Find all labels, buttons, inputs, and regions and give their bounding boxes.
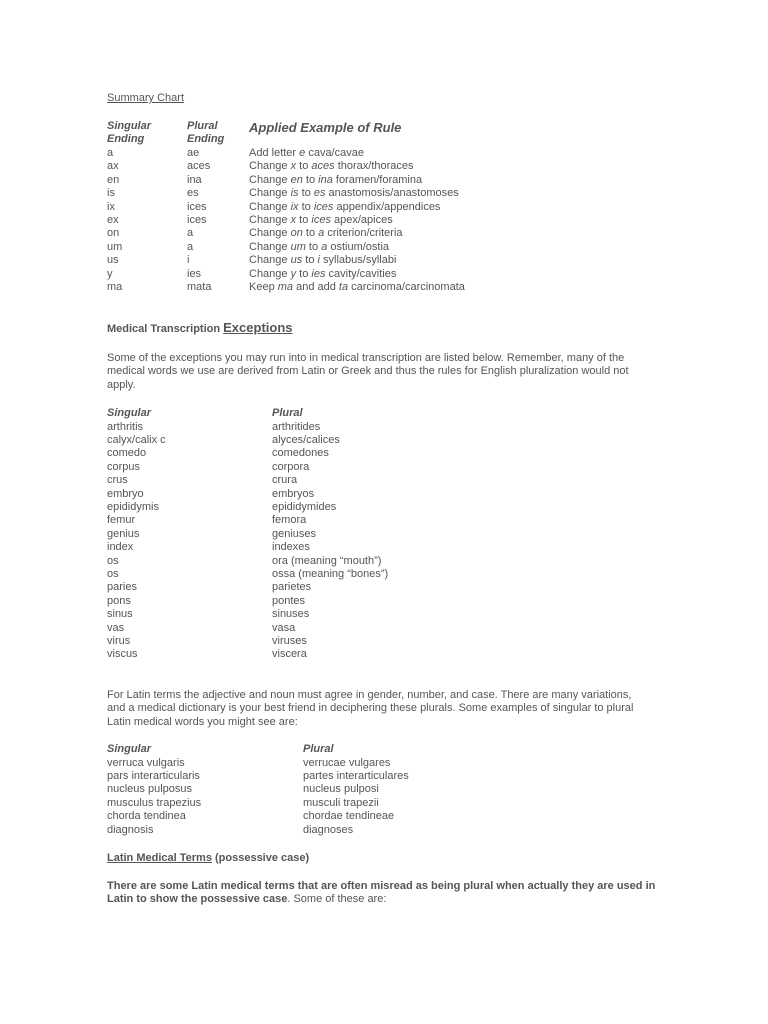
rule-text: Change: [249, 227, 291, 240]
summary-plural-ending: aces: [187, 160, 211, 173]
exception-plural: ossa (meaning “bones”): [272, 567, 389, 580]
possessive-heading-rest: (possessive case): [211, 852, 310, 864]
summary-plural-ending: a: [187, 227, 194, 240]
latin-singular: verruca vulgaris: [107, 756, 185, 769]
exception-singular: paries: [107, 581, 137, 594]
exception-singular: embryo: [107, 487, 144, 500]
exception-singular: viscus: [107, 648, 138, 661]
latin-singular: musculus trapezius: [107, 796, 202, 809]
latin-plural: diagnoses: [303, 823, 354, 836]
rule-text: to: [298, 200, 314, 213]
exception-singular: arthritis: [107, 420, 144, 433]
summary-plural-ending: ies: [187, 267, 202, 280]
exception-plural: vasa: [272, 621, 296, 634]
rule-to: a: [321, 240, 328, 253]
summary-plural-ending: i: [187, 254, 190, 267]
exception-plural: viscera: [272, 648, 307, 661]
latin-plural: partes interarticulares: [303, 769, 409, 782]
rule-from: en: [290, 173, 303, 186]
exception-singular: sinus: [107, 608, 133, 621]
latin-plural: verrucae vulgares: [303, 756, 391, 769]
summary-singular-ending: is: [107, 187, 115, 200]
summary-singular-ending: ix: [107, 200, 115, 213]
summary-singular-ending: us: [107, 254, 119, 267]
summary-singular-ending: en: [107, 173, 120, 186]
exception-singular: pons: [107, 594, 131, 607]
exception-singular: os: [107, 554, 119, 567]
exception-plural: sinuses: [272, 608, 310, 621]
latin-plural: musculi trapezii: [303, 796, 379, 809]
summary-plural-ending: ina: [187, 173, 202, 186]
summary-plural-ending: es: [187, 187, 199, 200]
summary-singular-ending: ex: [107, 214, 119, 226]
possessive-paragraph: [107, 880, 662, 907]
latin-singular: chorda tendinea: [107, 810, 186, 823]
rule-example: thorax/thoraces: [334, 160, 414, 173]
summary-applied-example: [249, 241, 389, 254]
exceptions-heading-prefix: Medical Transcription: [107, 323, 224, 335]
exception-plural: pontes: [272, 594, 306, 607]
rule-from: e: [299, 147, 306, 159]
summary-singular-ending: ax: [107, 160, 119, 173]
exceptions-heading: [107, 320, 293, 335]
exceptions-col-singular: Singular: [107, 407, 152, 419]
summary-applied-example: [249, 187, 459, 200]
possessive-bold-text: There are some Latin medical terms that are often misread as being plural when actually they are used in Latin to show the possessive case: [107, 880, 656, 906]
rule-from: x: [290, 214, 297, 226]
rule-text: Change: [249, 267, 291, 280]
col-applied-example: Applied Example of Rule: [249, 120, 402, 135]
summary-plural-ending: ices: [187, 200, 207, 213]
rule-example: cavity/cavities: [325, 267, 397, 280]
exception-singular: virus: [107, 634, 131, 647]
summary-singular-ending: um: [107, 240, 123, 253]
exception-plural: indexes: [272, 541, 310, 554]
rule-from: on: [290, 227, 303, 240]
latin-plural: nucleus pulposi: [303, 783, 379, 796]
latin-plural: chordae tendineae: [303, 810, 395, 823]
rule-to: aces: [311, 160, 335, 173]
rule-example: anastomosis/anastomoses: [325, 187, 459, 200]
summary-applied-example: [249, 214, 393, 227]
rule-to: ices: [313, 200, 334, 213]
summary-singular-ending: a: [107, 147, 114, 159]
rule-from: um: [290, 240, 306, 253]
exception-plural: alyces/calices: [272, 433, 340, 446]
exceptions-col-plural: Plural: [272, 407, 303, 419]
latin-singular: pars interarticularis: [107, 769, 200, 782]
col-singular-ending-line1: Singular: [107, 120, 152, 132]
exception-plural: comedones: [272, 447, 329, 460]
summary-applied-example: [249, 147, 364, 160]
exception-singular: corpus: [107, 460, 141, 473]
exception-plural: femora: [272, 514, 307, 527]
exception-singular: crus: [107, 474, 128, 487]
rule-text: Change: [249, 160, 291, 173]
exception-singular: genius: [107, 527, 140, 540]
summary-singular-ending: on: [107, 227, 120, 240]
rule-to: ina: [318, 173, 333, 186]
rule-from: is: [290, 187, 299, 200]
rule-to: i: [317, 254, 320, 267]
rule-to: ices: [311, 214, 331, 226]
rule-example: ostium/ostia: [327, 240, 390, 253]
rule-to: es: [313, 187, 326, 200]
exception-singular: vas: [107, 621, 125, 634]
exception-plural: crura: [272, 474, 298, 487]
rule-text: to: [302, 173, 319, 186]
exception-singular: os: [107, 567, 119, 580]
exception-singular: femur: [107, 514, 136, 527]
exception-plural: embryos: [272, 487, 315, 500]
rule-text: Add letter: [249, 147, 300, 159]
rule-from: y: [290, 267, 297, 280]
rule-text: Change: [249, 187, 291, 200]
summary-applied-example: [249, 254, 396, 267]
rule-text: Change: [249, 240, 291, 253]
exception-singular: epididymis: [107, 500, 159, 513]
rule-text: Keep: [249, 281, 278, 293]
summary-applied-example: [249, 174, 422, 187]
rule-from: us: [290, 254, 303, 267]
possessive-heading: [107, 852, 309, 864]
exception-singular: index: [107, 541, 134, 554]
exception-singular: calyx/calix c: [107, 433, 166, 446]
rule-example: appendix/appendices: [333, 200, 441, 213]
exception-plural: arthritides: [272, 420, 321, 433]
rule-example: carcinoma/carcinomata: [348, 281, 465, 293]
rule-text: and add: [293, 281, 339, 293]
rule-text: to: [296, 267, 312, 280]
latin-col-singular: Singular: [107, 743, 152, 755]
exceptions-intro: Some of the exceptions you may run into in medical transcription are listed below. Remember, many of the medical words we use are derived from Latin or Greek and thus the rules for English pluralization would not apply.: [107, 352, 629, 391]
rule-text: Change: [249, 173, 291, 186]
latin-singular: diagnosis: [107, 823, 154, 836]
rule-example: criterion/criteria: [324, 227, 403, 240]
latin-medical-terms-link[interactable]: Latin Medical Terms: [107, 852, 212, 864]
rule-text: to: [305, 240, 322, 253]
col-singular-ending-line2: Ending: [107, 133, 145, 145]
rule-example: apex/apices: [330, 214, 393, 226]
col-plural-ending-line2: Ending: [187, 133, 225, 145]
summary-singular-ending: y: [107, 267, 113, 280]
col-plural-ending-line1: Plural: [187, 120, 218, 132]
exception-plural: ora (meaning “mouth”): [272, 554, 382, 567]
rule-text: Change: [249, 214, 291, 226]
rule-text: Change: [249, 254, 291, 267]
exception-plural: geniuses: [272, 527, 317, 540]
exception-plural: viruses: [272, 634, 307, 647]
rule-example: cava/cavae: [305, 147, 364, 159]
rule-to: a: [318, 227, 325, 240]
latin-col-plural: Plural: [303, 743, 334, 755]
rule-example: syllabus/syllabi: [319, 254, 397, 267]
summary-applied-example: [249, 160, 414, 173]
exceptions-heading-main: Exceptions: [223, 320, 293, 335]
rule-example: foramen/foramina: [332, 173, 423, 186]
summary-plural-ending: ices: [187, 214, 207, 226]
summary-applied-example: [249, 201, 440, 214]
summary-applied-example: [249, 268, 396, 281]
summary-applied-example: [249, 281, 465, 294]
rule-text: to: [296, 160, 312, 173]
rule-text: Change: [249, 200, 291, 213]
exception-plural: parietes: [272, 581, 312, 594]
summary-heading: Summary Chart: [107, 92, 185, 104]
summary-plural-ending: ae: [187, 147, 200, 159]
rule-to: ta: [338, 281, 349, 293]
rule-text: to: [302, 227, 319, 240]
rule-from: ma: [277, 281, 294, 293]
summary-plural-ending: a: [187, 240, 194, 253]
exception-singular: comedo: [107, 447, 147, 460]
rule-text: to: [302, 254, 318, 267]
rule-text: to: [296, 214, 312, 226]
rule-from: ix: [290, 200, 299, 213]
latin-singular: nucleus pulposus: [107, 783, 193, 796]
rule-to: ies: [311, 267, 326, 280]
summary-applied-example: [249, 227, 403, 240]
summary-plural-ending: mata: [187, 281, 212, 293]
summary-singular-ending: ma: [107, 281, 123, 293]
rule-text: to: [298, 187, 314, 200]
rule-from: x: [290, 160, 297, 173]
exception-plural: corpora: [272, 460, 310, 473]
exception-plural: epididymides: [272, 500, 337, 513]
latin-intro: For Latin terms the adjective and noun must agree in gender, number, and case. There are many variations, and a medical dictionary is your best friend in deciphering these plurals. Some examples of singular to plural Latin medical words you might see are:: [107, 689, 634, 728]
possessive-rest-text: . Some of these are:: [287, 893, 387, 906]
